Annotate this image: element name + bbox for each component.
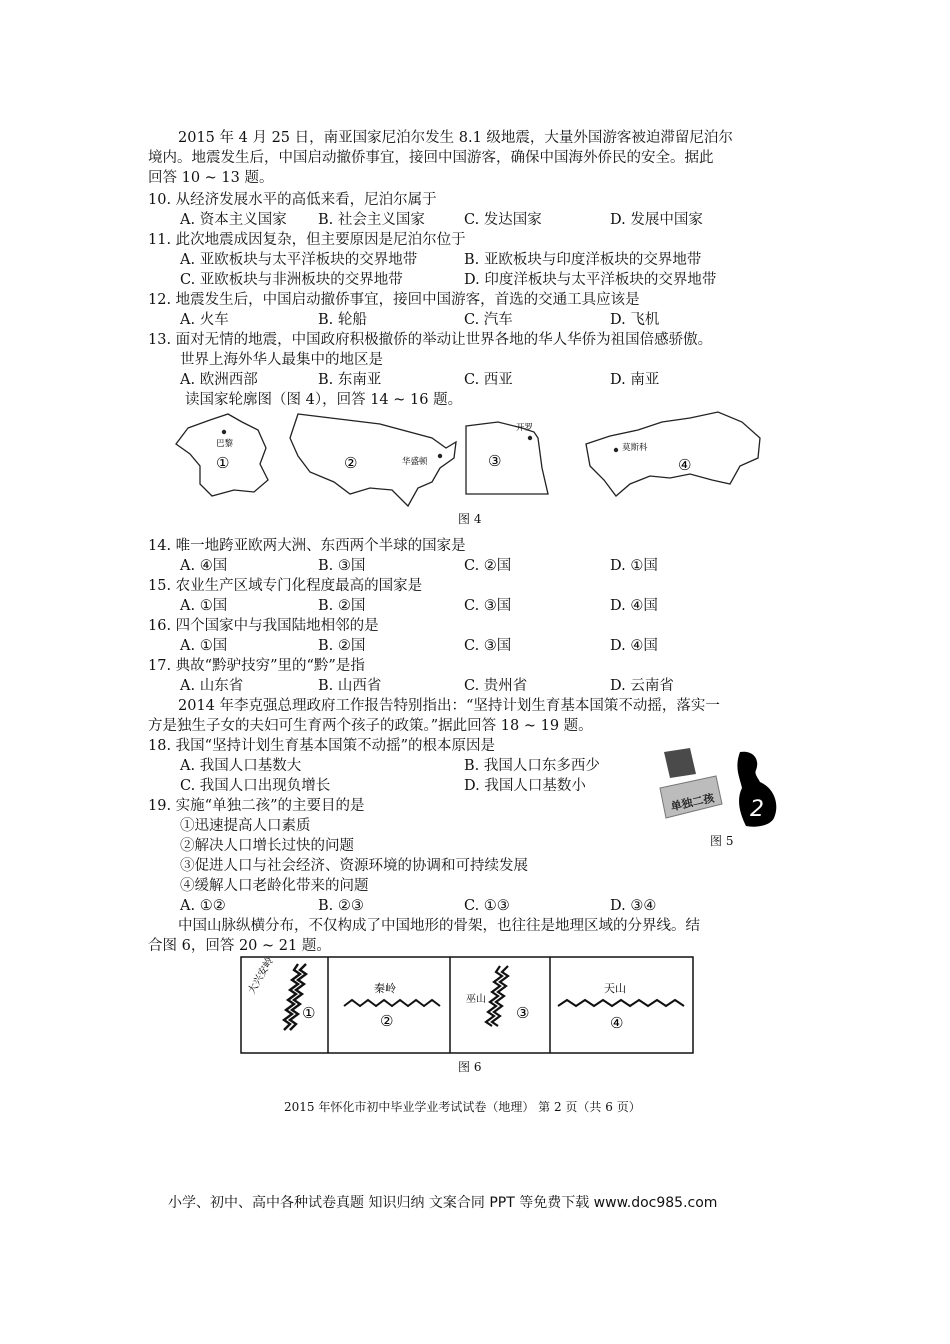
q16-c: C. ③国 [464, 638, 512, 654]
paris-dot [222, 430, 226, 434]
q17-stem: 17. 典故“黔驴技穷”里的“黔”是指 [148, 658, 365, 674]
q19-option-2: ②解决人口增长过快的问题 [180, 838, 354, 854]
q12-b: B. 轮船 [318, 312, 367, 328]
greater-khingan-label: 大兴安岭 [246, 956, 276, 996]
figure-5-caption: 图 5 [710, 834, 734, 848]
mountain-4-number: ④ [610, 1014, 624, 1032]
q15-c: C. ③国 [464, 598, 512, 614]
qinling-symbol [344, 1000, 440, 1006]
cairo-label: 开罗 [516, 423, 534, 433]
q15-a: A. ①国 [180, 598, 228, 614]
q11-b: B. 亚欧板块与印度洋板块的交界地带 [464, 252, 702, 268]
q19-stem: 19. 实施“单独二孩”的主要目的是 [148, 798, 365, 814]
q17-d: D. 云南省 [610, 678, 674, 694]
intro-line-3: 回答 10 ~ 13 题。 [148, 170, 274, 186]
intro-policy-line-2: 方是独生子女的夫妇可生育两个孩子的政策。”据此回答 18 ~ 19 题。 [148, 718, 593, 734]
q10-d: D. 发展中国家 [610, 212, 703, 228]
country-3-number: ③ [488, 452, 502, 470]
country-2-number: ② [344, 454, 358, 472]
q19-c: C. ①③ [464, 898, 510, 914]
q18-d: D. 我国人口基数小 [464, 778, 586, 794]
q18-b: B. 我国人口东多西少 [464, 758, 600, 774]
q17-c: C. 贵州省 [464, 678, 528, 694]
q10-c: C. 发达国家 [464, 212, 542, 228]
country-1-number: ① [216, 454, 230, 472]
q14-stem: 14. 唯一地跨亚欧两大洲、东西两个半球的国家是 [148, 538, 466, 554]
q10-b: B. 社会主义国家 [318, 212, 425, 228]
figure-4 [170, 408, 770, 508]
paris-label: 巴黎 [216, 439, 234, 449]
q15-stem: 15. 农业生产区域专门化程度最高的国家是 [148, 578, 423, 594]
q14-d: D. ①国 [610, 558, 658, 574]
tianshan-symbol [558, 1000, 684, 1006]
q13-d: D. 南亚 [610, 372, 660, 388]
q12-a: A. 火车 [180, 312, 229, 328]
q19-option-4: ④缓解人口老龄化带来的问题 [180, 878, 369, 894]
q18-a: A. 我国人口基数大 [180, 758, 302, 774]
q17-a: A. 山东省 [180, 678, 244, 694]
q16-stem: 16. 四个国家中与我国陆地相邻的是 [148, 618, 379, 634]
cairo-dot [528, 436, 532, 440]
intro-mountains-line-1: 中国山脉纵横分布，不仅构成了中国地形的骨架，也往往是地理区域的分界线。结 [178, 918, 700, 934]
q10-stem: 10. 从经济发展水平的高低来看，尼泊尔属于 [148, 192, 437, 208]
washington-dot [438, 454, 442, 458]
q15-b: B. ②国 [318, 598, 366, 614]
moscow-dot [614, 448, 618, 452]
q10-a: A. 资本主义国家 [180, 212, 287, 228]
q15-d: D. ④国 [610, 598, 658, 614]
q13-b: B. 东南亚 [318, 372, 382, 388]
q14-c: C. ②国 [464, 558, 512, 574]
q18-c: C. 我国人口出现负增长 [180, 778, 331, 794]
usa-outline [290, 414, 456, 506]
mountain-3-number: ③ [516, 1004, 530, 1022]
q11-c: C. 亚欧板块与非洲板块的交界地带 [180, 272, 403, 288]
q19-a: A. ①② [180, 898, 226, 914]
q12-d: D. 飞机 [610, 312, 660, 328]
q13-stem-1: 13. 面对无情的地震，中国政府积极撤侨的举动让世界各地的华人华侨为祖国倍感骄傲。 [148, 332, 713, 348]
q13-a: A. 欧洲西部 [180, 372, 258, 388]
intro-fig4: 读国家轮廓图（图 4），回答 14 ~ 16 题。 [185, 392, 463, 408]
q17-b: B. 山西省 [318, 678, 382, 694]
figure-6-caption: 图 6 [458, 1060, 482, 1074]
q18-stem: 18. 我国“坚持计划生育基本国策不动摇”的根本原因是 [148, 738, 495, 754]
q16-b: B. ②国 [318, 638, 366, 654]
q14-a: A. ④国 [180, 558, 228, 574]
intro-line-1: 2015 年 4 月 25 日，南亚国家尼泊尔发生 8.1 级地震，大量外国游客被迫滞留尼泊尔 [178, 130, 733, 146]
download-watermark: 小学、初中、高中各种试卷真题 知识归纳 文案合同 PPT 等免费下载 www.doc985.com [168, 1195, 718, 1211]
q19-option-1: ①迅速提高人口素质 [180, 818, 311, 834]
q11-stem: 11. 此次地震成因复杂，但主要原因是尼泊尔位于 [148, 232, 466, 248]
figure-4-caption: 图 4 [458, 512, 482, 526]
mountain-1-number: ① [302, 1004, 316, 1022]
tianshan-label: 天山 [604, 982, 626, 995]
intro-mountains-line-2: 合图 6，回答 20 ~ 21 题。 [148, 938, 331, 954]
q13-c: C. 西亚 [464, 372, 513, 388]
q14-b: B. ③国 [318, 558, 366, 574]
q12-c: C. 汽车 [464, 312, 513, 328]
q13-stem-2: 世界上海外华人最集中的地区是 [180, 352, 383, 368]
moscow-label: 莫斯科 [622, 443, 648, 453]
policy-illustration [656, 748, 780, 828]
russia-outline [586, 412, 760, 496]
q19-option-3: ③促进人口与社会经济、资源环境的协调和可持续发展 [180, 858, 528, 874]
q16-d: D. ④国 [610, 638, 658, 654]
wushan-label: 巫山 [466, 994, 486, 1005]
country-4-number: ④ [678, 456, 692, 474]
egypt-outline [466, 422, 548, 494]
country-outlines-map [170, 408, 770, 508]
page-footer: 2015 年怀化市初中毕业学业考试试卷（地理） 第 2 页（共 6 页） [284, 1100, 641, 1114]
q19-d: D. ③④ [610, 898, 657, 914]
stamp-handle-shape [664, 748, 696, 778]
q19-b: B. ②③ [318, 898, 364, 914]
mountain-2-number: ② [380, 1012, 394, 1030]
intro-line-2: 境内。地震发生后，中国启动撤侨事宜，接回中国游客，确保中国海外侨民的安全。据此 [148, 150, 714, 166]
q11-a: A. 亚欧板块与太平洋板块的交界地带 [180, 252, 418, 268]
q11-d: D. 印度洋板块与太平洋板块的交界地带 [464, 272, 717, 288]
washington-label: 华盛顿 [402, 457, 428, 467]
stamp-text: 单独二孩 [669, 791, 716, 814]
q12-stem: 12. 地震发生后，中国启动撤侨事宜，接回中国游客，首选的交通工具应该是 [148, 292, 640, 308]
q16-a: A. ①国 [180, 638, 228, 654]
figure-6 [240, 956, 694, 1054]
qinling-label: 秦岭 [374, 982, 396, 995]
wushan-symbol [486, 966, 508, 1026]
intro-policy-line-1: 2014 年李克强总理政府工作报告特别指出：“坚持计划生育基本国策不动摇，落实一 [178, 698, 720, 714]
figure-5 [656, 748, 780, 828]
child-number-text: 2 [750, 797, 764, 822]
mountain-panels [240, 956, 694, 1054]
